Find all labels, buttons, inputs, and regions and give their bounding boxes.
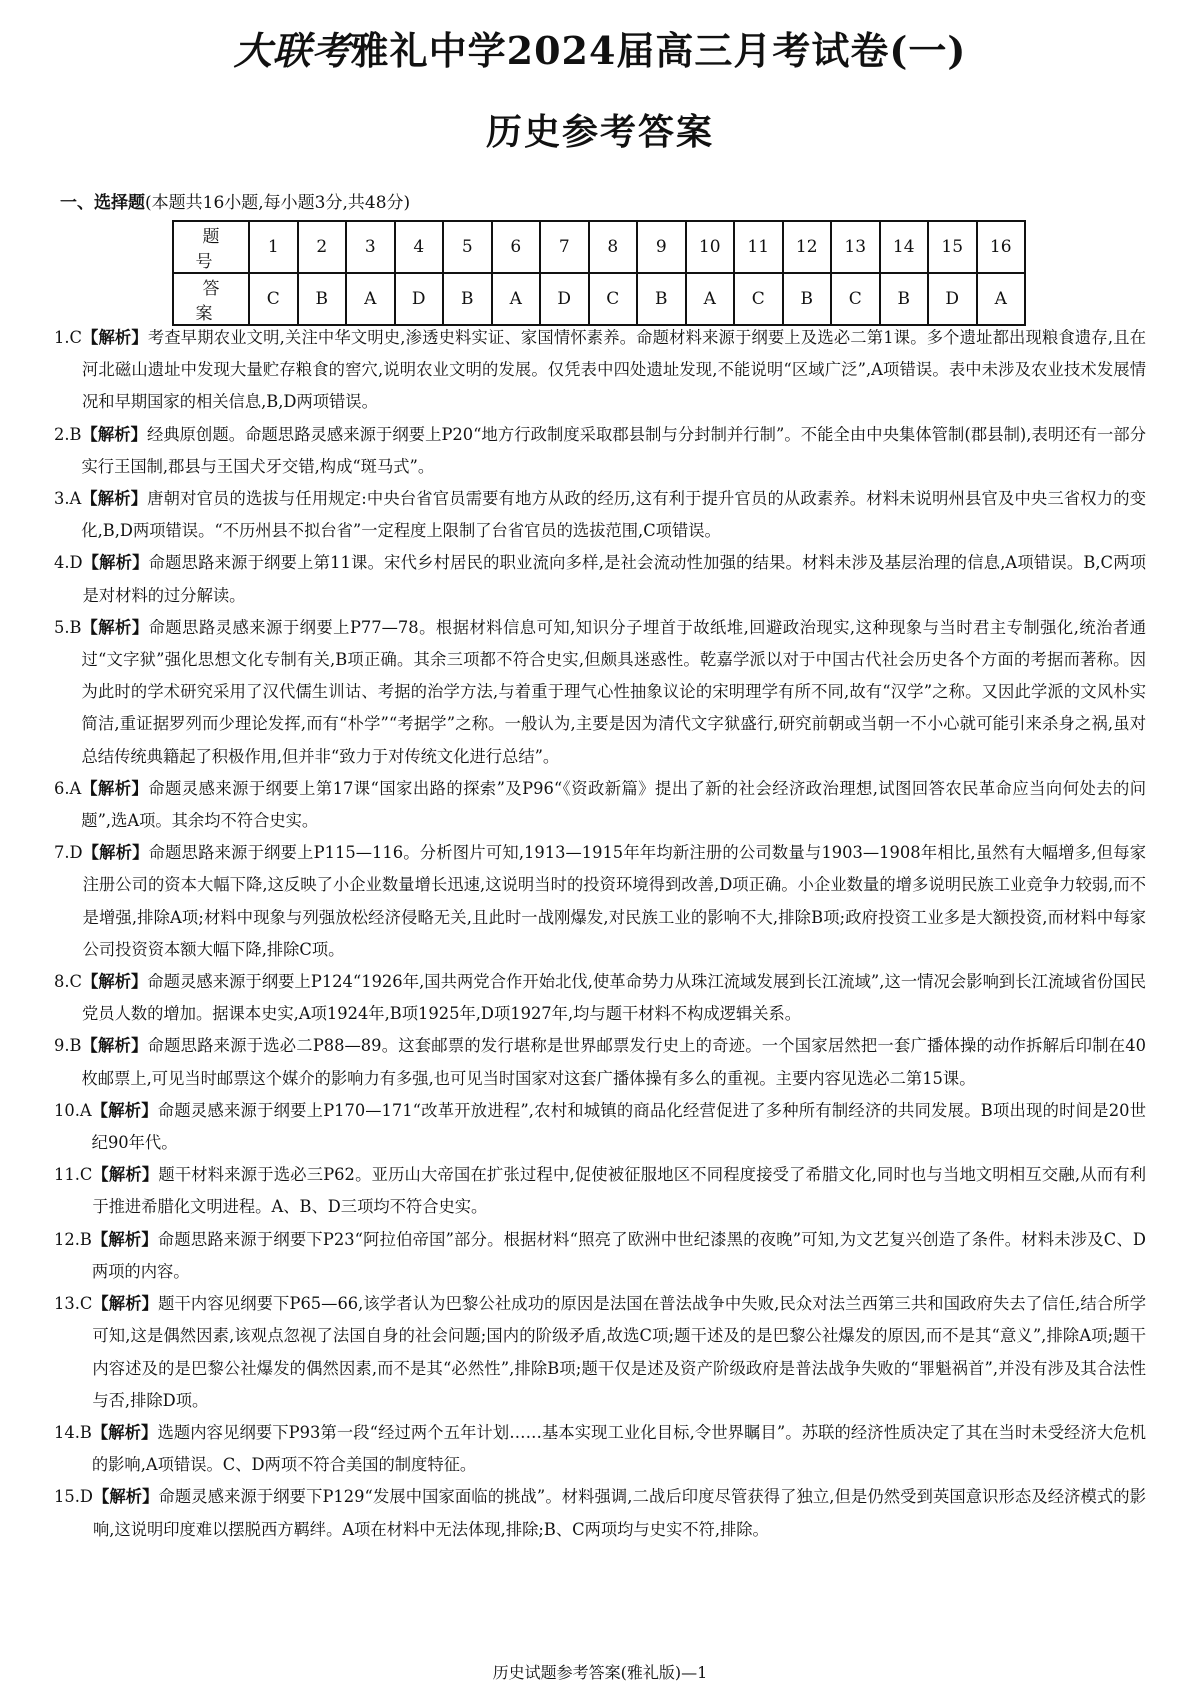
explanation-item [54,322,1146,419]
answer-cell: D [395,273,444,325]
item-body [81,483,1146,547]
page-subtitle: 历史参考答案 [485,112,714,153]
question-number-cell: 7 [540,221,589,273]
item-number: 15.D [54,1487,93,1507]
analysis-tag: 【解析】 [81,489,148,509]
item-number: 13.C [54,1294,93,1314]
analysis-text: 题干材料来源于选必三P62。亚历山大帝国在扩张过程中,促使被征服地区不同程度接受了希腊文化,同时也与当地文明相互交融,从而有利于推进希腊化文明进程。A、B、D三项均不符合史实。 [92,1165,1146,1217]
explanation-item [54,547,1146,611]
item-body [92,1159,1146,1223]
section-title: 一、选择题 [60,193,145,213]
analysis-tag: 【解析】 [92,1165,159,1185]
analysis-tag: 【解析】 [81,778,149,798]
analysis-tag: 【解析】 [91,1422,158,1442]
row-label-number: 题号 [173,221,249,273]
answer-cell: B [637,273,686,325]
analysis-text: 命题灵感来源于纲要上P170—171“改革开放进程”,农村和城镇的商品化经营促进了多种所有制经济的共同发展。B项出现的时间是20世纪90年代。 [91,1100,1146,1153]
analysis-text: 命题思路来源于纲要上P115—116。分析图片可知,1913—1915年年均新注册的公司数量与1903—1908年相比,虽然有大幅增多,但每家注册公司的资本大幅下降,这反映了小企业数量增长迅速,这说明当时的投资环境得到改善,D项正确。小企业数量的增多说明民族工业竞争力较弱,而不是增强,排除A项;材料中现象与列强放松经济侵略无关,且此时一战刚爆发,对民族工业的影响不大,排除B项;政府投资工业多是大额投资,而材料中每家公司投资资本额大幅下降,排除C项。 [82,843,1146,959]
explanation-item [54,1417,1146,1481]
question-number-cell: 5 [443,221,492,273]
question-number-cell: 3 [346,221,395,273]
analysis-text: 命题思路灵感来源于纲要上P77—78。根据材料信息可知,知识分子埋首于故纸堆,回避政治现实,这种现象与当时君主专制强化,统治者通过“文字狱”强化思想文化专制有关,B项正确。其余三项都不符合史实,但颇具迷惑性。乾嘉学派以对于中国古代社会历史各个方面的考据而著称。因为此时的学术研究采用了汉代儒生训诂、考据的治学方法,与着重于理气心性抽象议论的宋明理学有所不同,故有“汉学”之称。又因此学派的文风朴实简洁,重证据罗列而少理论发挥,而有“朴学”“考据学”之称。一般认为,主要是因为清代文字狱盛行,研究前朝或当朝一不小心就可能引来杀身之祸,虽对总结传统典籍起了积极作用,但并非“致力于对传统文化进行总结”。 [81,617,1146,766]
item-number: 11.C [54,1165,93,1185]
item-body [82,322,1146,419]
question-number-cell: 12 [783,221,832,273]
explanation-item [54,612,1146,773]
question-number-cell: 2 [298,221,347,273]
explanation-item [54,1481,1146,1545]
analysis-text: 命题思路来源于纲要下P23“阿拉伯帝国”部分。根据材料“照亮了欧洲中世纪漆黑的夜晚”可知,为文艺复兴创造了条件。材料未涉及C、D两项的内容。 [91,1229,1146,1281]
section-note: (本题共16小题,每小题3分,共48分) [145,193,411,213]
item-number: 3.A [54,489,82,509]
item-number: 6.A [54,778,82,798]
explanation-item [54,1224,1146,1288]
explanation-list [54,322,1146,1546]
item-number: 8.C [54,972,82,992]
analysis-text: 唐朝对官员的选拔与任用规定:中央台省官员需要有地方从政的经历,这有利于提升官员的从政素养。材料未说明州县官及中央三省权力的变化,B,D两项错误。“不历州县不拟台省”一定程度上限制了台省官员的选拔范围,C项错误。 [81,489,1146,541]
explanation-item [54,1288,1146,1417]
answer-cell: C [249,273,298,325]
item-body [82,966,1146,1030]
row-label-answer: 答案 [173,273,249,325]
item-number: 4.D [54,553,83,573]
question-number-cell: 13 [831,221,880,273]
answer-cell: A [977,273,1026,325]
item-body [92,1417,1146,1481]
item-number: 7.D [54,843,83,863]
answer-cell: A [686,273,735,325]
analysis-text: 考查早期农业文明,关注中华文明史,渗透史料实证、家国情怀素养。命题材料来源于纲要上及选必二第1课。多个遗址都出现粮食遗存,且在河北磁山遗址中发现大量贮存粮食的窖穴,说明农业文明的发展。仅凭表中四处遗址发现,不能说明“区域广泛”,A项错误。表中未涉及农业技术发展情况和早期国家的相关信息,B,D两项错误。 [82,328,1146,412]
analysis-tag: 【解析】 [92,1487,159,1507]
page-header [0,20,1200,75]
analysis-tag: 【解析】 [81,424,147,444]
analysis-tag: 【解析】 [82,843,149,863]
item-body [83,547,1146,611]
question-number-cell: 11 [734,221,783,273]
explanation-item [54,483,1146,547]
answer-cell: C [734,273,783,325]
analysis-text: 命题灵感来源于纲要下P129“发展中国家面临的挑战”。材料强调,二战后印度尽管获得了独立,但是仍然受到英国意识形态及经济模式的影响,这说明印度难以摆脱西方羁绊。A项在材料中无法体现,排除;B、C两项均与史实不符,排除。 [92,1487,1146,1539]
question-number-cell: 1 [249,221,298,273]
explanation-item [54,419,1146,483]
question-number-row [173,221,1025,273]
answer-cell: D [928,273,977,325]
analysis-text: 命题灵感来源于纲要上P124“1926年,国共两党合作开始北伐,使革命势力从珠江流域发展到长江流域”,这一情况会影响到长江流域省份国民党员人数的增加。据课本史实,A项1924年,B项1925年,D项1927年,均与题干材料不构成逻辑关系。 [82,972,1146,1024]
explanation-item [54,1095,1146,1159]
item-body [82,1030,1147,1094]
analysis-text: 题干内容见纲要下P65—66,该学者认为巴黎公社成功的原因是法国在普法战争中失败,民众对法兰西第三共和国政府失去了信任,结合所学可知,这是偶然因素,该观点忽视了法国自身的社会问题;国内的阶级矛盾,故选C项;题干述及的是巴黎公社爆发的原因,而不是其“意义”,排除A项;题干内容述及的是巴黎公社爆发的偶然因素,而不是其“必然性”,排除B项;题干仅是述及资产阶级政府是普法战争失败的“罪魁祸首”,并没有涉及其合法性与否,排除D项。 [92,1294,1146,1410]
analysis-tag: 【解析】 [91,1100,158,1120]
analysis-tag: 【解析】 [82,328,148,347]
question-number-cell: 9 [637,221,686,273]
question-number-cell: 4 [395,221,444,273]
answer-cell: A [346,273,395,325]
analysis-text: 命题思路来源于纲要上第11课。宋代乡村居民的职业流向多样,是社会流动性加强的结果。材料未涉及基层治理的信息,A项错误。B,C两项是对材料的过分解读。 [82,553,1146,605]
answer-cell: C [589,273,638,325]
brand-logo: 大联考 [233,29,351,73]
section-heading [60,188,410,213]
item-body [83,837,1146,966]
answer-cell: A [492,273,541,325]
item-body [82,419,1147,483]
item-body [93,1481,1146,1545]
analysis-tag: 【解析】 [81,1036,148,1056]
explanation-item [54,773,1146,837]
analysis-tag: 【解析】 [82,553,149,573]
answer-cell: B [783,273,832,325]
analysis-tag: 【解析】 [81,617,149,637]
analysis-text: 经典原创题。命题思路灵感来源于纲要上P20“地方行政制度采取郡县制与分封制并行制”。不能全由中央集体管制(郡县制),表明还有一部分实行王国制,郡县与王国犬牙交错,构成“斑马式”。 [81,424,1146,476]
item-number: 5.B [54,617,82,637]
answer-cell: B [880,273,929,325]
item-number: 14.B [54,1422,92,1442]
item-body [92,1224,1146,1288]
exam-title: 雅礼中学2024届高三月考试卷(一) [350,28,967,73]
item-number: 1.C [54,328,82,347]
answer-cell: B [298,273,347,325]
question-number-cell: 6 [492,221,541,273]
page-footer: 历史试题参考答案(雅礼版)—1 [492,1663,708,1682]
item-number: 10.A [54,1100,92,1120]
analysis-text: 命题灵感来源于纲要上第17课“国家出路的探索”及P96“《资政新篇》提出了新的社会经济政治理想,试图回答农民革命应当向何处去的问题”,选A项。其余均不符合史实。 [81,778,1146,831]
item-number: 9.B [54,1036,82,1056]
answer-cell: D [540,273,589,325]
item-number: 2.B [54,424,82,444]
item-body [92,1095,1146,1159]
item-body [92,1288,1146,1417]
analysis-text: 命题思路来源于选必二P88—89。这套邮票的发行堪称是世界邮票发行史上的奇迹。一个国家居然把一套广播体操的动作拆解后印制在40枚邮票上,可见当时邮票这个媒介的影响力有多强,也可见当时国家对这套广播体操有多么的重视。主要内容见选必二第15课。 [81,1036,1146,1088]
analysis-tag: 【解析】 [91,1229,158,1249]
question-number-cell: 14 [880,221,929,273]
explanation-item [54,1159,1146,1223]
analysis-tag: 【解析】 [82,972,148,992]
item-number: 12.B [54,1229,92,1249]
answer-cell: B [443,273,492,325]
question-number-cell: 15 [928,221,977,273]
answer-table [172,220,1026,326]
question-number-cell: 16 [977,221,1026,273]
item-body [82,612,1147,773]
answer-row [173,273,1025,325]
explanation-item [54,1030,1146,1094]
question-number-cell: 10 [686,221,735,273]
analysis-tag: 【解析】 [92,1294,159,1314]
answer-cell: C [831,273,880,325]
explanation-item [54,837,1146,966]
question-number-cell: 8 [589,221,638,273]
analysis-text: 选题内容见纲要下P93第一段“经过两个五年计划……基本实现工业化目标,令世界瞩目”。苏联的经济性质决定了其在当时未受经济大危机的影响,A项错误。C、D两项不符合美国的制度特征。 [91,1422,1146,1475]
item-body [81,773,1146,837]
explanation-item [54,966,1146,1030]
